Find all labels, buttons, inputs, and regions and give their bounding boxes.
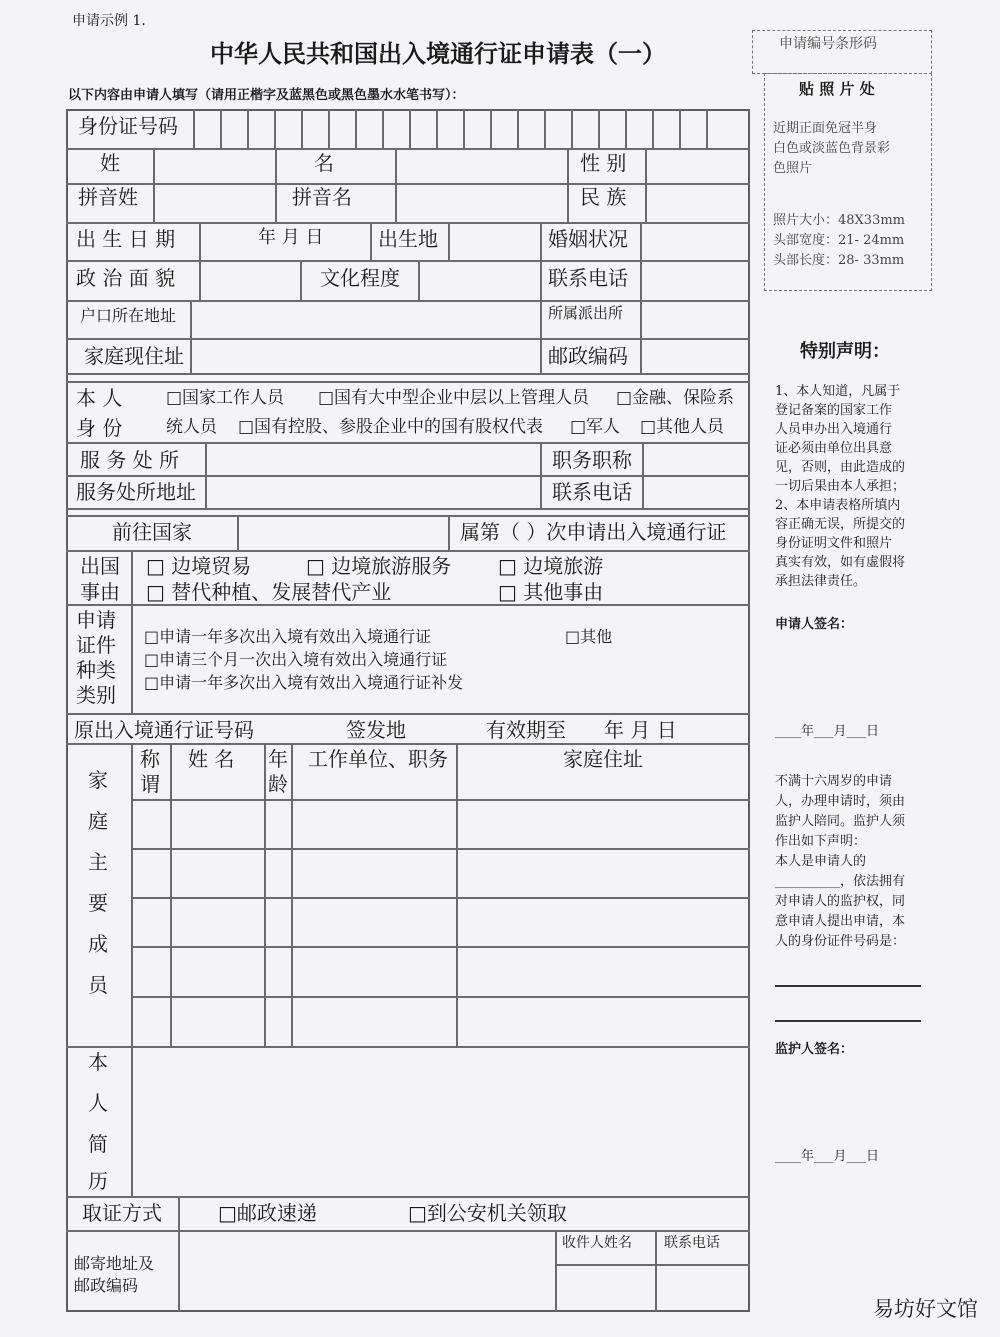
identity-option-equity-rep[interactable]: □国有控股、参股企业中的国有股权代表: [238, 417, 544, 437]
applicant-sign-date[interactable]: ____年___月___日: [775, 724, 880, 739]
resume-label-4: 历: [88, 1169, 108, 1193]
declaration-line-11: 承担法律责任。: [775, 574, 867, 589]
row-line: [66, 1196, 750, 1198]
workplace-input[interactable]: [207, 444, 538, 474]
family-header-age-1: 年: [268, 747, 288, 771]
identity-label-2: 身 份: [76, 416, 123, 440]
guardian-id-line-1[interactable]: [775, 985, 921, 987]
row-line: [66, 373, 750, 375]
marital-status-label: 婚姻状况: [548, 227, 628, 251]
home-address-input[interactable]: [192, 340, 538, 372]
surname-input[interactable]: [155, 150, 273, 182]
guardian-id-line-2[interactable]: [775, 1020, 921, 1022]
guardian-signature-label: 监护人签名：: [775, 1042, 854, 1057]
family-header-address: 家庭住址: [563, 747, 643, 771]
given-name-label: 名: [314, 151, 334, 175]
education-input[interactable]: [420, 262, 538, 299]
purpose-option-border-trade[interactable]: □ 边境贸易: [146, 554, 252, 578]
identity-label-1: 本 人: [76, 386, 123, 410]
workplace-address-input[interactable]: [207, 477, 538, 507]
barcode-label: 申请编号条形码: [779, 36, 877, 52]
destination-label: 前往国家: [112, 520, 192, 544]
photo-desc-2: 白色或淡蓝色背景彩: [773, 141, 891, 156]
birth-date-label: 出 生 日 期: [76, 227, 176, 251]
pinyin-given-label: 拼音名: [292, 185, 352, 209]
row-line: [66, 743, 750, 745]
pickup-option-post[interactable]: □邮政速递: [218, 1201, 317, 1225]
photo-title: 贴 照 片 处: [799, 80, 875, 98]
cert-option-reissue[interactable]: □申请一年多次出入境有效出入境通行证补发: [144, 673, 464, 692]
guardian-note-2: 人，办理申请时，须由: [775, 794, 906, 809]
row-line: [66, 550, 750, 552]
guardian-signature-field[interactable]: [775, 1065, 925, 1125]
family-label-1: 家: [88, 768, 108, 792]
applicant-signature-field[interactable]: [775, 640, 925, 700]
row-line: [66, 381, 750, 383]
guardian-note-3: 监护人陪同。监护人须: [775, 814, 906, 829]
row-line: [66, 713, 750, 715]
political-status-label: 政 治 面 貌: [76, 266, 176, 290]
contact-phone-2-label: 联系电话: [552, 480, 632, 504]
resume-label-1: 本: [88, 1050, 108, 1074]
family-label-3: 主: [88, 850, 108, 874]
identity-option-soe-manager[interactable]: □国有大中型企业中层以上管理人员: [318, 388, 590, 408]
family-members-table-body[interactable]: [133, 801, 748, 1044]
purpose-option-tourism[interactable]: □ 边境旅游: [498, 554, 604, 578]
destination-input[interactable]: [239, 517, 446, 549]
photo-spec-width: 头部宽度：21- 24mm: [773, 233, 905, 248]
watermark: 易坊好文馆: [873, 1297, 978, 1321]
political-status-input[interactable]: [201, 262, 298, 299]
id-number-input[interactable]: [193, 111, 749, 147]
home-address-label: 家庭现住址: [84, 344, 184, 368]
birth-place-input[interactable]: [450, 224, 538, 259]
guardian-note-9: 人的身份证件号码是：: [775, 934, 906, 949]
id-number-label: 身份证号码: [78, 114, 178, 138]
guardian-note-4: 作出如下声明：: [775, 834, 867, 849]
row-line: [66, 508, 750, 510]
guardian-sign-date[interactable]: ____年___月___日: [775, 1149, 880, 1164]
family-header-name: 姓 名: [188, 747, 235, 771]
contact-phone-label: 联系电话: [548, 266, 628, 290]
cert-option-three-month[interactable]: □申请三个月一次出入境有效出入境通行证: [144, 650, 448, 669]
identity-option-finance-cont: 统人员: [166, 417, 217, 437]
cert-option-other[interactable]: □其他: [565, 627, 613, 646]
recipient-name-label: 收件人姓名: [562, 1235, 632, 1251]
purpose-option-alt-planting[interactable]: □ 替代种植、发展替代产业: [146, 580, 392, 604]
guardian-note-5: 本人是申请人的: [775, 854, 867, 869]
declaration-line-7: 2、本申请表格所填内: [775, 498, 901, 513]
declaration-line-5: 见，否则，由此造成的: [775, 460, 906, 475]
mail-address-label-2: 邮政编码: [74, 1276, 139, 1295]
family-label-4: 要: [88, 891, 108, 915]
ethnicity-input[interactable]: [647, 185, 748, 221]
contact-phone-2-input[interactable]: [644, 477, 748, 507]
family-label-2: 庭: [88, 809, 108, 833]
guardian-note-7: 对申请人的监护权，同: [775, 894, 906, 909]
gender-label: 性 别: [580, 151, 627, 175]
cert-label-2: 证件: [76, 633, 116, 657]
workplace-address-label: 服务处所地址: [76, 480, 196, 504]
workplace-label: 服 务 处 所: [80, 448, 180, 472]
household-address-label: 户口所在地址: [80, 306, 177, 325]
family-header-age-2: 龄: [268, 772, 288, 796]
cert-label-1: 申请: [76, 608, 116, 632]
photo-spec-size: 照片大小：48X33mm: [773, 213, 905, 228]
family-header-relation-2: 谓: [140, 772, 160, 796]
recipient-name-input[interactable]: [557, 1266, 653, 1310]
position-label: 职务职称: [552, 448, 632, 472]
purpose-label-2: 事由: [80, 580, 120, 604]
household-address-input[interactable]: [192, 302, 538, 337]
declaration-line-2: 登记备案的国家工作: [775, 403, 893, 418]
education-label: 文化程度: [320, 266, 400, 290]
contact-phone-input[interactable]: [642, 262, 748, 299]
declaration-line-8: 容正确无误，所提交的: [775, 517, 906, 532]
declaration-line-1: 1、本人知道，凡属于: [775, 384, 901, 399]
mail-address-label-1: 邮寄地址及: [74, 1254, 155, 1273]
special-declaration-title: 特别声明：: [800, 341, 890, 362]
orig-pass-no-label: 原出入境通行证号码: [74, 718, 254, 742]
pickup-option-police[interactable]: □到公安机关领取: [408, 1201, 567, 1225]
postal-code-input[interactable]: [642, 340, 748, 372]
declaration-line-10: 真实有效，如有虚假将: [775, 555, 906, 570]
gender-input[interactable]: [647, 150, 748, 182]
resume-label-3: 简: [88, 1132, 108, 1156]
identity-option-finance[interactable]: □金融、保险系: [616, 388, 735, 408]
given-name-input[interactable]: [397, 150, 565, 182]
recipient-phone-input[interactable]: [657, 1266, 748, 1310]
purpose-option-tourism-service[interactable]: □ 边境旅游服务: [306, 554, 452, 578]
recipient-phone-label: 联系电话: [664, 1235, 720, 1251]
declaration-line-4: 证必须由单位出具意: [775, 441, 893, 456]
cert-label-3: 种类: [76, 658, 116, 682]
family-header-relation-1: 称: [140, 747, 160, 771]
photo-desc-1: 近期正面免冠半身: [773, 121, 878, 136]
police-station-label: 所属派出所: [548, 304, 624, 322]
form-title: 中华人民共和国出入境通行证申请表（一）: [210, 39, 666, 68]
surname-label: 姓: [100, 151, 120, 175]
resume-input[interactable]: [133, 1048, 748, 1194]
identity-option-gov[interactable]: □国家工作人员: [166, 388, 285, 408]
guardian-note-6[interactable]: __________，依法拥有: [775, 874, 906, 889]
barcode-box: [752, 30, 932, 74]
identity-option-other[interactable]: □其他人员: [640, 417, 725, 437]
valid-until-label: 有效期至: [486, 718, 566, 742]
family-label-5: 成: [88, 932, 108, 956]
identity-option-military[interactable]: □军人: [570, 417, 621, 437]
pinyin-surname-input[interactable]: [155, 185, 273, 221]
applicant-signature-label: 申请人签名：: [775, 617, 854, 632]
family-label-6: 员: [88, 973, 108, 997]
valid-until-units[interactable]: 年 月 日: [604, 718, 677, 742]
cert-option-one-year[interactable]: □申请一年多次出入境有效出入境通行证: [144, 627, 432, 646]
ethnicity-label: 民 族: [580, 185, 627, 209]
postal-code-label: 邮政编码: [548, 344, 628, 368]
birth-date-units[interactable]: 年 月 日: [258, 227, 324, 248]
police-station-input[interactable]: [642, 302, 748, 337]
marital-status-input[interactable]: [642, 224, 748, 259]
pickup-method-label: 取证方式: [82, 1201, 162, 1225]
pinyin-surname-label: 拼音姓: [78, 185, 138, 209]
photo-spec-height: 头部长度：28- 33mm: [773, 253, 905, 268]
photo-desc-3: 色照片: [773, 161, 813, 176]
example-label: 申请示例 1.: [72, 13, 146, 29]
declaration-line-3: 人员申办出入境通行: [775, 422, 893, 437]
fill-instruction: 以下内容由申请人填写（请用正楷字及蓝黑色或黑色墨水水笔书写）：: [68, 88, 465, 103]
row-line: [66, 604, 750, 606]
application-count[interactable]: 属第（ ）次申请出入境通行证: [460, 520, 727, 544]
photo-box: [764, 73, 932, 291]
declaration-line-6: 一切后果由本人承担；: [775, 479, 906, 494]
purpose-label-1: 出国: [80, 554, 120, 578]
purpose-option-other[interactable]: □ 其他事由: [498, 580, 604, 604]
birth-place-label: 出生地: [378, 227, 438, 251]
issue-place-label: 签发地: [346, 718, 406, 742]
cert-label-4: 类别: [76, 683, 116, 707]
declaration-line-9: 身份证明文件和照片: [775, 536, 893, 551]
guardian-note-1: 不满十六周岁的申请: [775, 774, 893, 789]
family-header-work: 工作单位、职务: [308, 747, 448, 771]
mail-address-input[interactable]: [180, 1232, 553, 1310]
position-input[interactable]: [644, 444, 748, 474]
resume-label-2: 人: [88, 1091, 108, 1115]
guardian-note-8: 意申请人提出申请，本: [775, 914, 906, 929]
pinyin-given-input[interactable]: [397, 185, 565, 221]
